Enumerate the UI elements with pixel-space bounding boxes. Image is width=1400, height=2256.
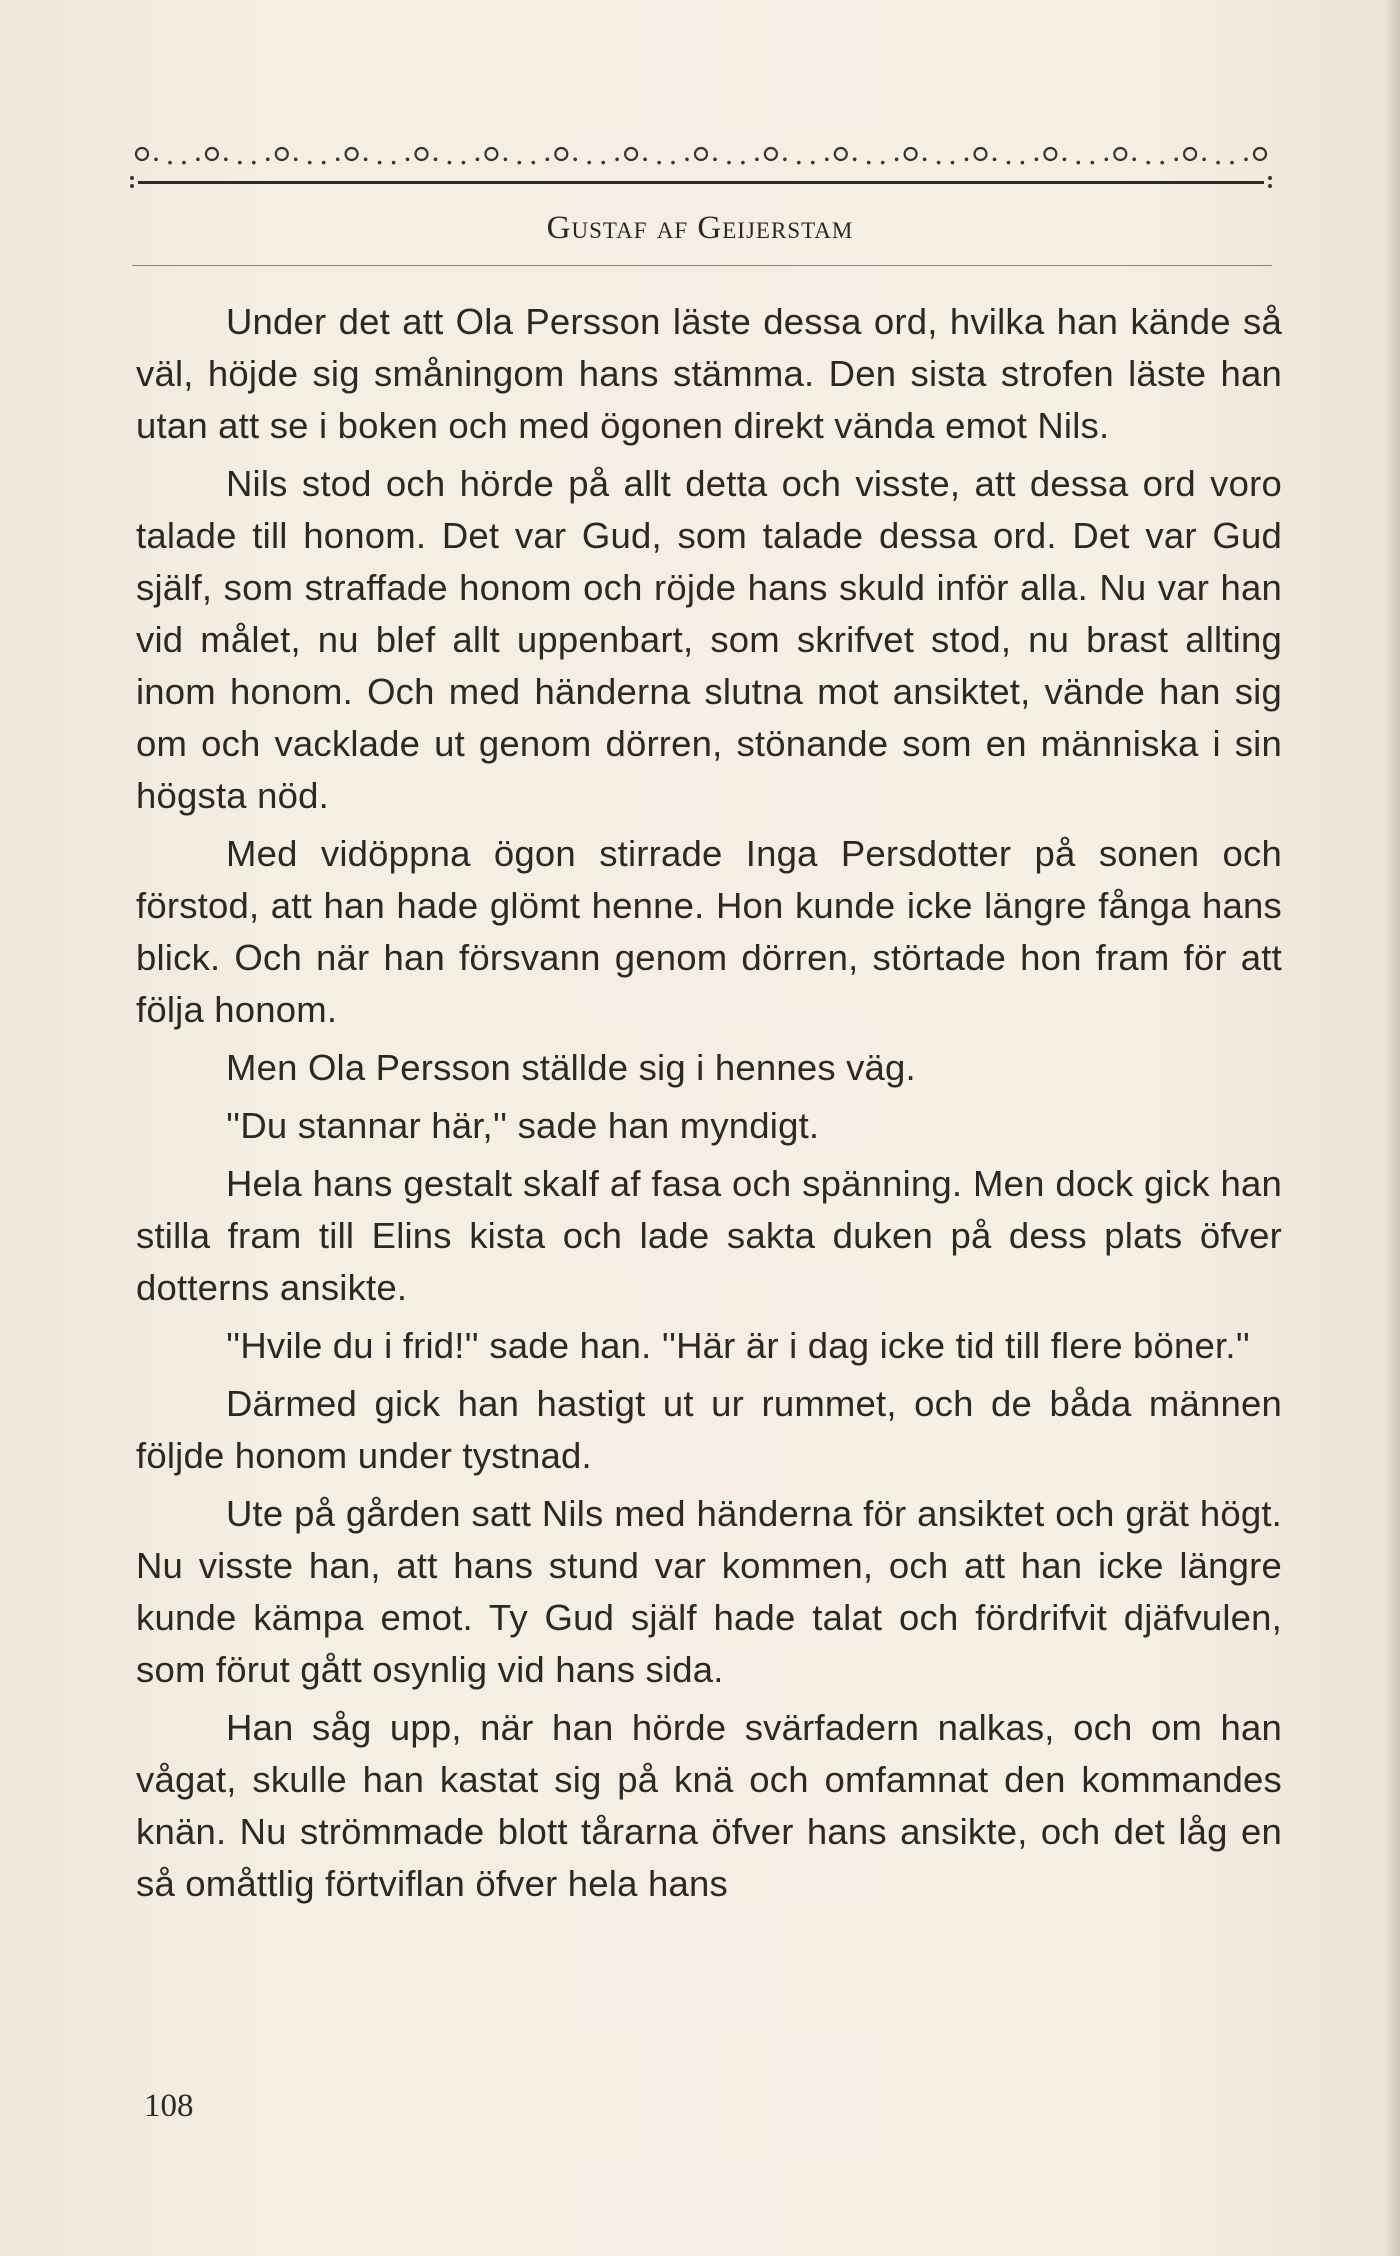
page-number: 108 bbox=[144, 2088, 194, 2124]
paragraph: Ute på gården satt Nils med händerna för ansiktet och grät högt. Nu visste han, att hans stund var kommen, och att han icke längre kunde kämpa emot. Ty Gud själf hade talat och fördrifvit djäfvulen, som förut gått osynlig vid hans sida. bbox=[136, 1493, 1282, 1690]
paragraph: ''Hvile du i frid!'' sade han. ''Här är i dag icke tid till flere böner.'' bbox=[226, 1325, 1251, 1366]
paragraph: Men Ola Persson ställde sig i hennes väg. bbox=[226, 1047, 916, 1088]
paragraph: Nils stod och hörde på allt detta och visste, att dessa ord voro talade till honom. Det var Gud, som talade dessa ord. Det var Gud själf, som straffade honom och röjde hans skuld inför alla. Nu var han vid målet, nu blef allt uppenbart, som skrifvet stod, nu brast allting inom honom. Och med händerna slutna mot ansiktet, vände han sig om och vacklade ut genom dörren, stönande som en människa i sin högsta nöd. bbox=[136, 463, 1282, 816]
paragraph: ''Du stannar här,'' sade han myndigt. bbox=[226, 1105, 820, 1146]
header-ornament bbox=[128, 130, 1274, 190]
page-edge-shadow bbox=[1386, 0, 1400, 2256]
paragraph: Hela hans gestalt skalf af fasa och spänning. Men dock gick han stilla fram till Elins kista och lade sakta duken på dess plats öfver dotterns ansikte. bbox=[136, 1163, 1282, 1308]
paragraph: Han såg upp, när han hörde svärfadern nalkas, och om han vågat, skulle han kastat sig på knä och omfamnat den kommandes knän. Nu strömmade blott tårarna öfver hans ansikte, och det låg en så omåttlig förtviflan öfver hela hans bbox=[136, 1707, 1282, 1904]
paragraph: Med vidöppna ögon stirrade Inga Persdotter på sonen och förstod, att han hade glömt henne. Hon kunde icke längre fånga hans blick. Och när han försvann genom dörren, störtade hon fram för att följa honom. bbox=[136, 833, 1282, 1030]
running-head-rule bbox=[132, 265, 1272, 266]
paragraph: Under det att Ola Persson läste dessa ord, hvilka han kände så väl, höjde sig småningom hans stämma. Den sista strofen läste han utan att se i boken och med ögonen direkt vända emot Nils. bbox=[136, 301, 1282, 446]
body-text bbox=[136, 296, 1282, 1916]
running-head-title: Gustaf af Geijerstam bbox=[546, 210, 854, 246]
paragraph: Därmed gick han hastigt ut ur rummet, och de båda männen följde honom under tystnad. bbox=[136, 1383, 1282, 1476]
